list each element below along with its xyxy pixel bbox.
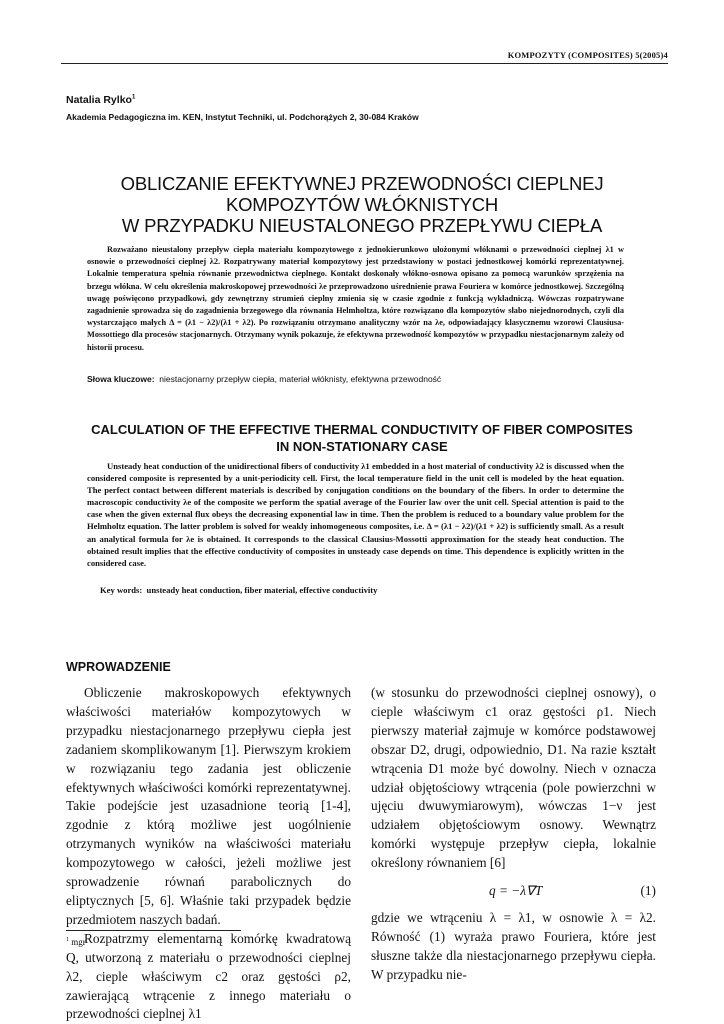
equation-1 (371, 873, 656, 909)
title-polish-line-2: KOMPOZYTÓW WŁÓKNISTYCH (225, 194, 499, 215)
abstract-english-text: Unsteady heat conduction of the unidirectional fibers of conductivity λ1 embedded in a host material of conductivity λ2 is discussed when the considered composite is represented by a unit-periodicity cell. First, the local temperature field in the unit cell is modeled by the heat equation. The perfect contact between different materials is described by conjugation conditions on the boundary of the fibers. In order to determine the macroscopic conductivity λe of the composite we perform the spatial average of the Fourier law over the unit cell. Special attention is paid to the case when the given external flux obeys the decreasing exponential law in time. Then the problem is reduced to a boundary value problem for the Helmholtz equation. The latter problem is solved for weakly inhomogeneous composites, i.e. Δ = (λ1 − λ2)/(λ1 + λ2) is sufficiently small. As a result an analytical formula for λe is obtained. It corresponds to the classical Clausius-Mossotti approximation for the steady heat conduction. The obtained result implies that the effective conductivity of composites in unsteady case depends on time. This dependence is explicitly written in the considered case. (87, 461, 624, 568)
author-name (66, 94, 135, 106)
title-polish (0, 173, 724, 236)
author-name-text: Natalia Rylko (66, 94, 132, 106)
author-footnote-marker: 1 (131, 94, 136, 101)
body-column-right (371, 684, 656, 985)
footnote (66, 937, 86, 947)
footnote-rule (66, 930, 241, 931)
body-paragraph-3: (w stosunku do przewodności cieplnej osnowy), o cieple właściwym c1 oraz gęstości ρ1. Niech pierwszy materiał zajmuje w komórce podstawowej obszar D2, drugi, odpowiednio, D1. Na razie kształt wtrącenia D1 może być dowolny. Niech ν oznacza udział objętościowy wtrącenia (pole powierzchni w ujęciu dwuwymiarowym), wówczas 1−ν jest udziałem objętościowym osnowy. Wewnątrz komórki występuje przepływ ciepła, lokalnie określony równaniem [6] (371, 685, 656, 871)
keywords-polish-label: Słowa kluczowe: (87, 374, 155, 384)
body-paragraph-2: Rozpatrzmy elementarną komórkę kwadratową Q, utworzoną z materiału o przewodności cieplnej λ2, cieple właściwym c2 oraz gęstości ρ2, zawierającą wtrącenie z innego materiału o przewodności cieplnej λ1 (66, 930, 351, 1022)
journal-header: KOMPOZYTY (COMPOSITES) 5(2005)4 (507, 50, 668, 60)
abstract-english (87, 460, 624, 569)
footnote-marker: 1 (66, 937, 69, 943)
title-polish-line-3: W PRZYPADKU NIEUSTALONEGO PRZEPŁYWU CIEPŁA (121, 215, 603, 236)
equation-formula: q = −λ∇T (489, 883, 543, 899)
footnote-text: mgr (71, 937, 86, 947)
keywords-english (100, 585, 377, 595)
author-affiliation: Akademia Pedagogiczna im. KEN, Instytut Techniki, ul. Podchorążych 2, 30-084 Kraków (66, 112, 419, 122)
title-polish-line-1: OBLICZANIE EFEKTYWNEJ PRZEWODNOŚCI CIEPLNEJ (120, 173, 604, 194)
keywords-polish (87, 374, 441, 384)
keywords-polish-text: niestacjonarny przepływ ciepła, materiał włóknisty, efektywna przewodność (159, 374, 442, 384)
section-heading: WPROWADZENIE (66, 660, 171, 674)
body-column-left (66, 684, 351, 1024)
abstract-polish-text: Rozważano nieustalony przepływ ciepła materiału kompozytowego z jednokierunkowo ułożonymi włóknami o przewodności cieplnej λ1 w osnowie o przewodności cieplnej λ2. Rozpatrywany materiał kompozytowy jest przedstawiony w postaci jednostkowej komórki reprezentatywnej. Lokalnie temperatura spełnia równanie przewodnictwa cieplnego. Kontakt doskonały włókno-osnowa opisano za pomocą warunków sprzężenia na brzegu włókna. W celu określenia makroskopowej przewodności λe przeprowadzono uśrednienie prawa Fouriera w komórce jednostkowej. Szczególną uwagę poświęcono przypadkowi, gdy zewnętrzny strumień cieplny zmienia się w czasie zgodnie z funkcją wykładniczą. Wówczas rozpatrywane zagadnienie sprowadza się do zagadnienia brzegowego dla równania Helmholtza, które rozwiązano dla kompozytów słabo niejednorodnych, czyli dla wystarczająco małych Δ = (λ1 − λ2)/(λ1 + λ2). Po rozwiązaniu otrzymano analityczny wzór na λe, odpowiadający klasycznemu wzorowi Clausiusa-Mossottiego dla procesów stacjonarnych. Otrzymany wynik pokazuje, że efektywna przewodność kompozytów w przypadku niestacjonarnym zależy od historii procesu. (87, 245, 624, 352)
body-paragraph-1: Obliczenie makroskopowych efektywnych właściwości materiałów kompozytowych w przypadku niestacjonarnego przepływu ciepła jest zadaniem skomplikowanym [1]. Pierwszym krokiem w rozwiązaniu tego zadania jest obliczenie efektywnych właściwości komórki reprezentatywnej. Takie podejście jest uzasadnione teorią [1-4], zgodnie z którą możliwe jest uogólnienie otrzymanych wyników na właściwości materiału kompozytowego w całości, jeżeli możliwe jest sprowadzenie równań parabolicznych do eliptycznych [5, 6]. Właśnie taki przypadek będzie przedmiotem naszych badań. (66, 685, 351, 927)
keywords-english-label: Key words: (100, 585, 143, 595)
abstract-polish (87, 244, 624, 354)
title-english (0, 421, 724, 455)
title-english-line-2: IN NON-STATIONARY CASE (276, 439, 448, 454)
keywords-english-text: unsteady heat conduction, fiber material, effective conductivity (146, 585, 378, 595)
header-rule (61, 63, 668, 64)
equation-number: (1) (640, 883, 656, 899)
title-english-line-1: CALCULATION OF THE EFFECTIVE THERMAL CONDUCTIVITY OF FIBER COMPOSITES (91, 422, 633, 437)
body-paragraph-4: gdzie we wtrąceniu λ = λ1, w osnowie λ = λ2. Równość (1) wyraża prawo Fouriera, które jest słuszne także dla niestacjonarnego przepływu ciepła. W przypadku nie- (371, 910, 656, 982)
